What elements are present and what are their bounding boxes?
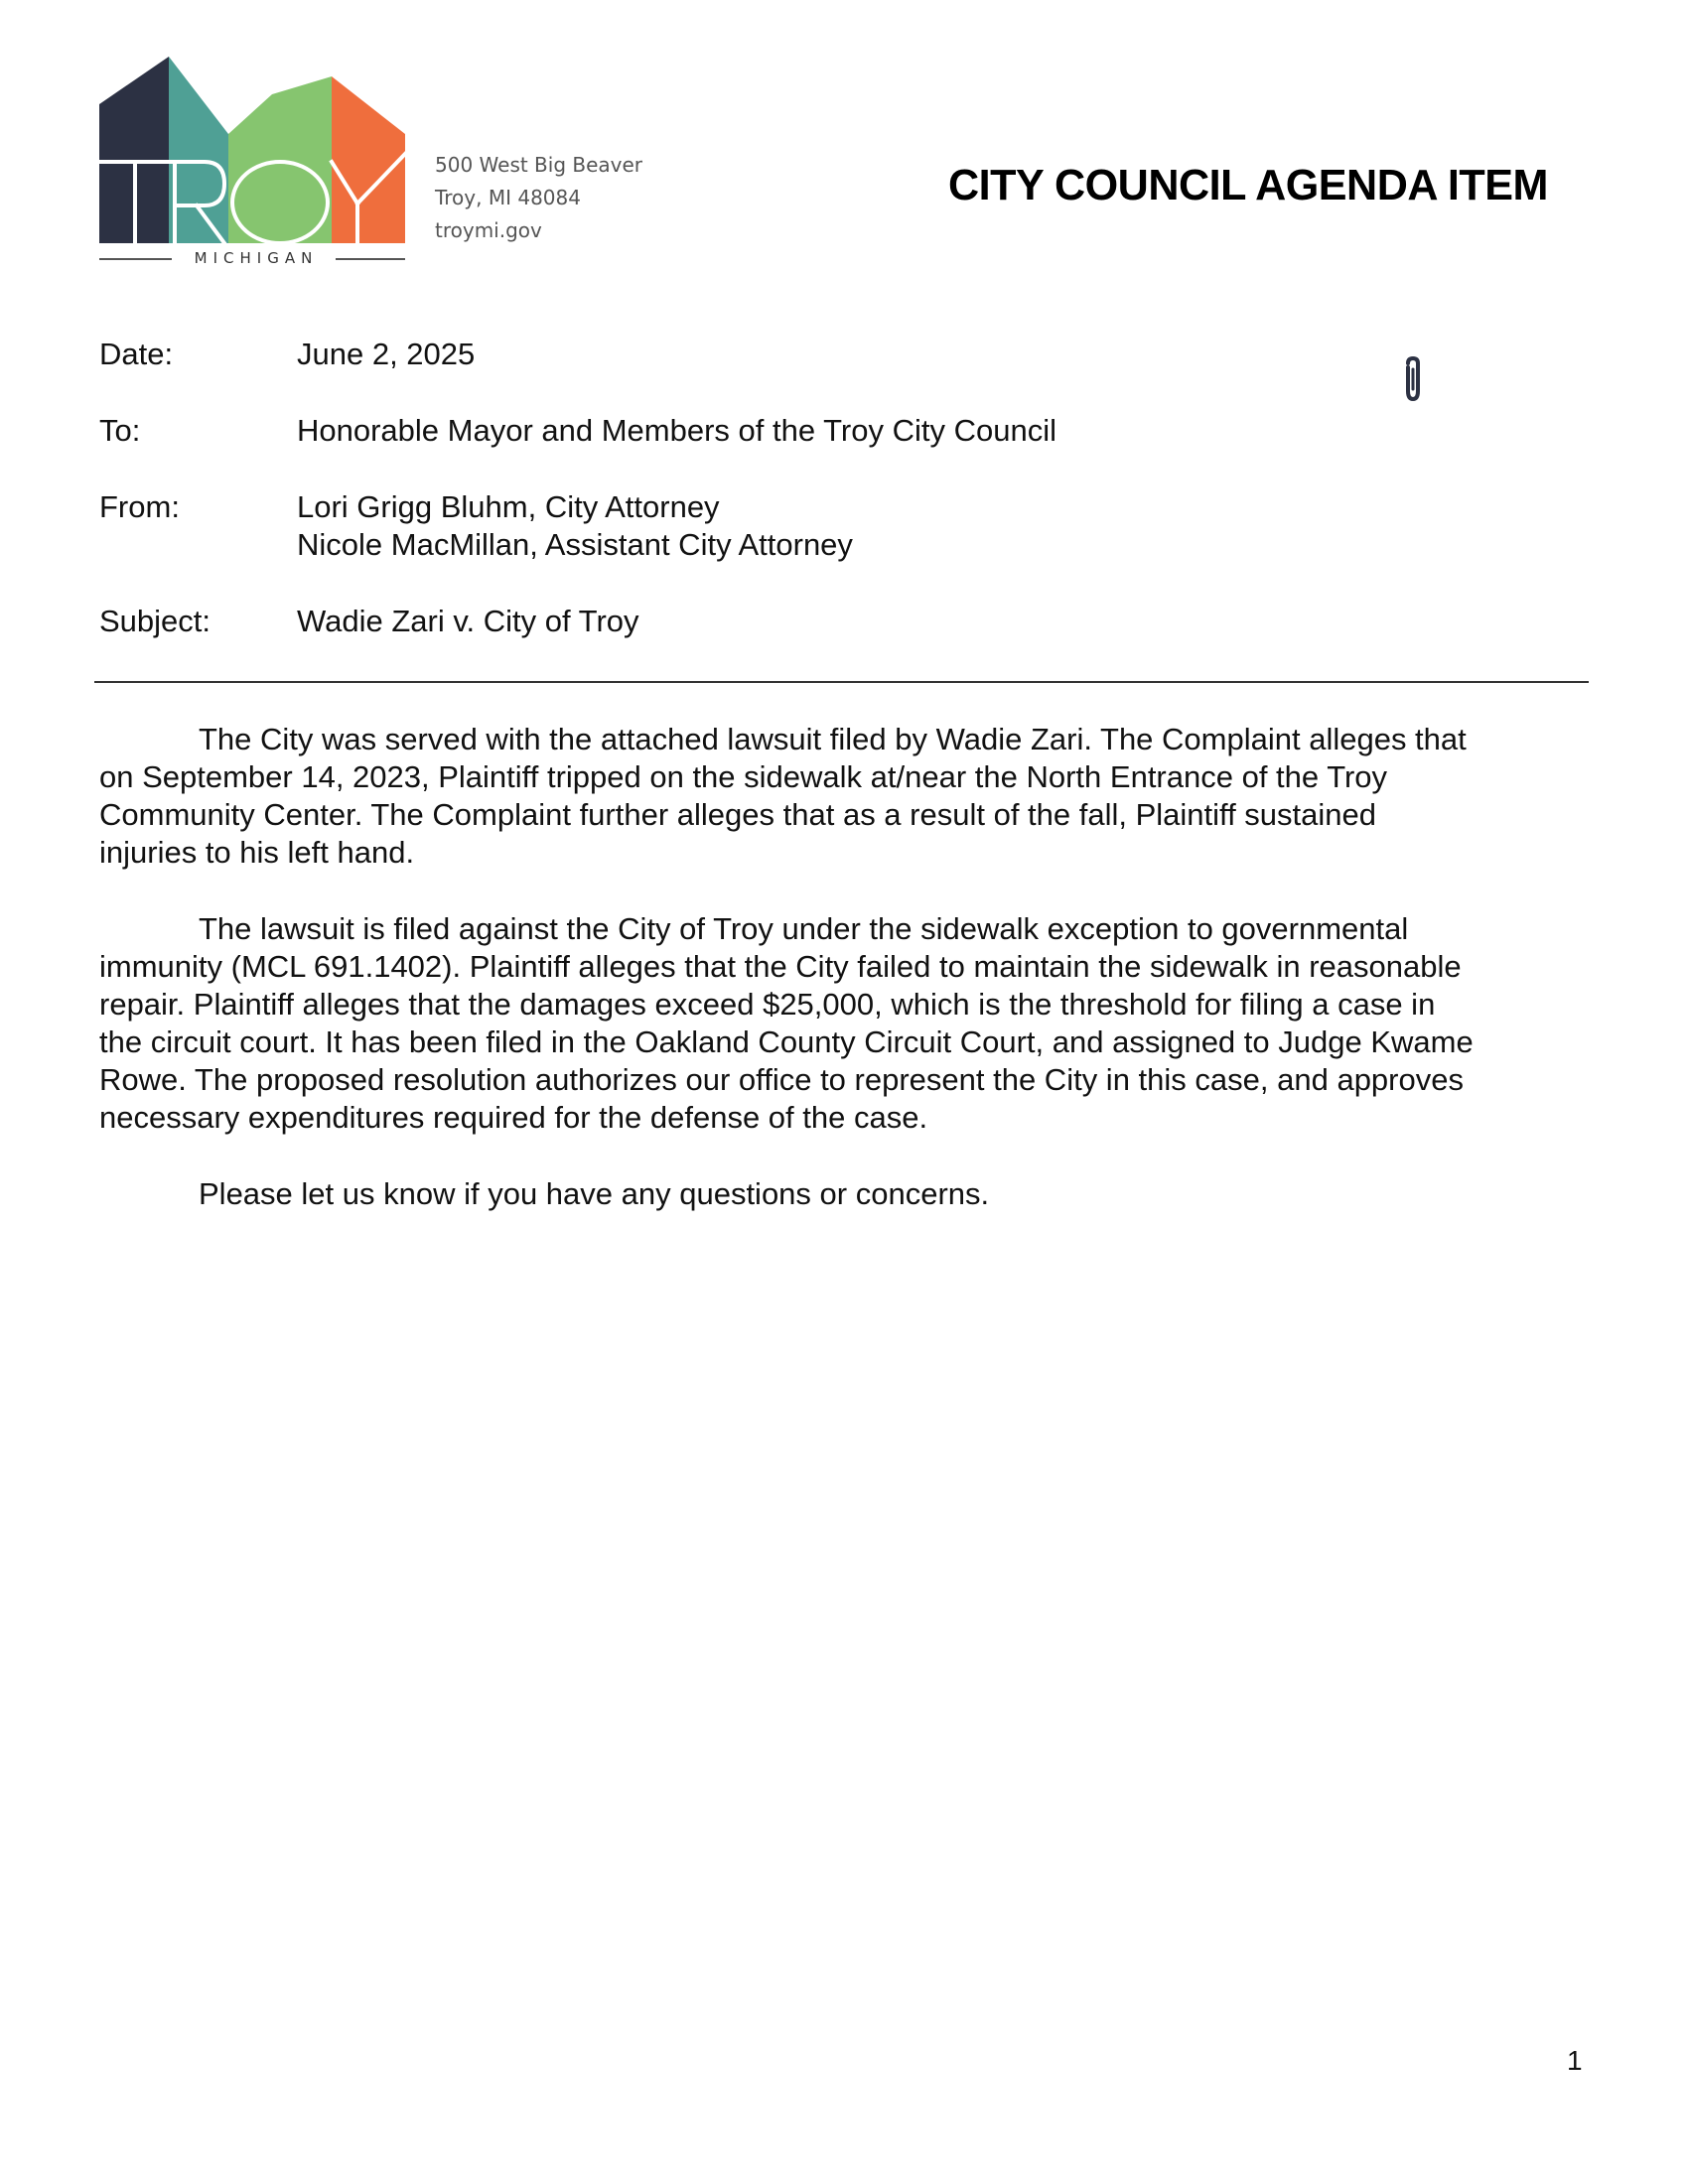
subject-value: Wadie Zari v. City of Troy (297, 604, 639, 638)
paragraph-line: The lawsuit is filed against the City of Troy under the sidewalk exception to governmental (199, 911, 1409, 946)
from-label: From: (99, 489, 180, 524)
paragraph-line: immunity (MCL 691.1402). Plaintiff alleges that the City failed to maintain the sidewalk in reasonable (99, 949, 1462, 984)
paperclip-icon[interactable] (1400, 355, 1426, 403)
paragraph-line: Rowe. The proposed resolution authorizes our office to represent the City in this case, and approves (99, 1062, 1464, 1097)
logo-tagline: MICHIGAN (194, 249, 319, 267)
paragraph-line: Community Center. The Complaint further alleges that as a result of the fall, Plaintiff sustained (99, 797, 1377, 832)
page-title: CITY COUNCIL AGENDA ITEM (948, 161, 1548, 209)
paragraph-line: Please let us know if you have any questions or concerns. (199, 1176, 990, 1211)
troy-logo-graphic (97, 55, 415, 273)
paragraph-2 (99, 910, 1609, 1137)
subject-label: Subject: (99, 604, 211, 638)
paragraph-line: injuries to his left hand. (99, 835, 415, 870)
to-value: Honorable Mayor and Members of the Troy City Council (297, 413, 1056, 448)
address-street: 500 West Big Beaver (435, 153, 643, 177)
header-divider (94, 681, 1589, 683)
paragraph-line: repair. Plaintiff alleges that the damages exceed $25,000, which is the threshold for filing a case in (99, 987, 1436, 1022)
address-block (435, 149, 642, 247)
page-number: 1 (1567, 2045, 1583, 2076)
paragraph-line: on September 14, 2023, Plaintiff tripped on the sidewalk at/near the North Entrance of the Troy (99, 759, 1388, 794)
paragraph-line: The City was served with the attached lawsuit filed by Wadie Zari. The Complaint alleges that (199, 722, 1467, 756)
date-value: June 2, 2025 (297, 337, 476, 371)
from-value-2: Nicole MacMillan, Assistant City Attorney (297, 527, 853, 562)
paragraph-1 (99, 721, 1609, 872)
troy-logo (97, 55, 415, 273)
date-label: Date: (99, 337, 174, 371)
paragraph-line: necessary expenditures required for the defense of the case. (99, 1100, 928, 1135)
address-website: troymi.gov (435, 218, 542, 242)
from-value-1: Lori Grigg Bluhm, City Attorney (297, 489, 720, 524)
address-city: Troy, MI 48084 (435, 186, 581, 209)
paragraph-3 (99, 1175, 1609, 1213)
to-label: To: (99, 413, 141, 448)
paragraph-line: the circuit court. It has been filed in the Oakland County Circuit Court, and assigned to Judge Kwame (99, 1024, 1474, 1059)
